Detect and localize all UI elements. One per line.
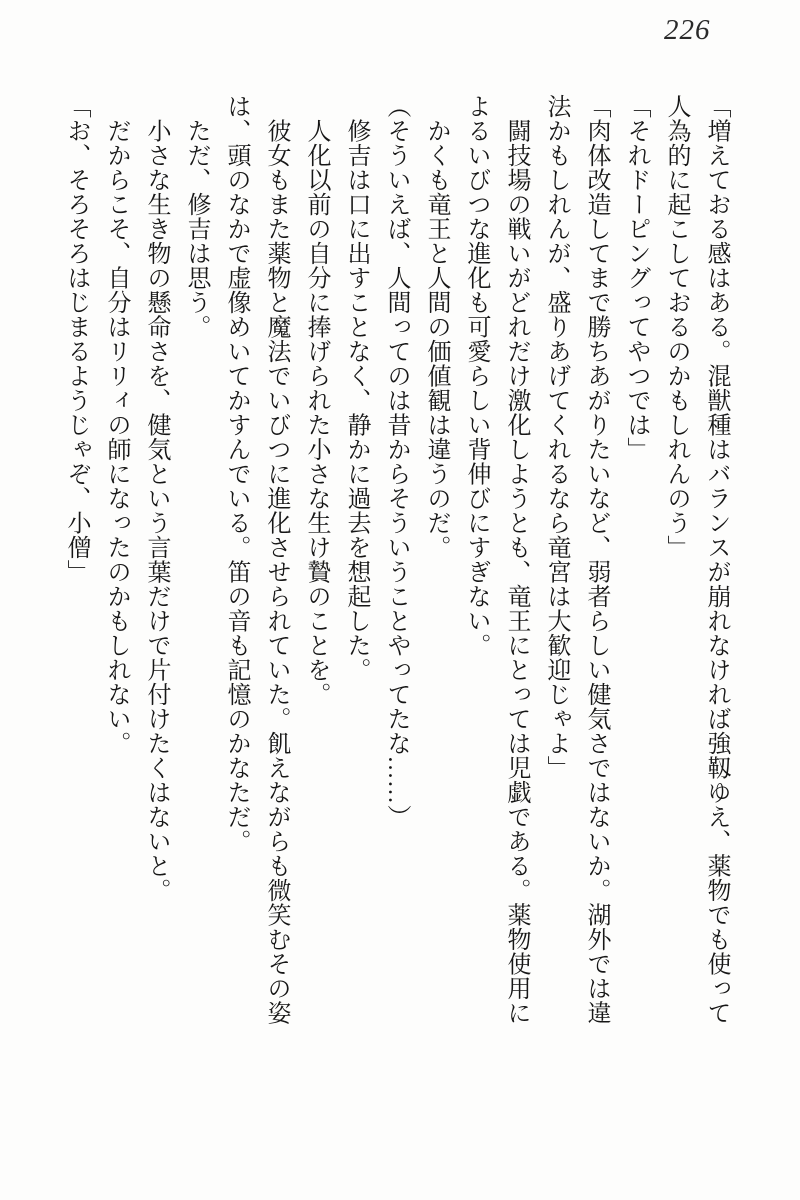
text-line: 闘技場の戦いがどれだけ激化しようとも、竜王にとっては児戯である。薬物使用に: [503, 94, 529, 1025]
text-line: 小さな生き物の懸命さを、健気という言葉だけで片付けたくはないと。: [143, 94, 169, 903]
text-line: 「お、そろそろはじまるようじゃぞ、小僧」: [63, 94, 89, 584]
text-line: は、頭のなかで虚像めいてかすんでいる。笛の音も記憶のかなただ。: [223, 94, 249, 854]
text-line: よるいびつな進化も可愛らしい背伸びにすぎない。: [463, 94, 489, 658]
text-line: 彼女もまた薬物と魔法でいびつに進化させられていた。飢えながらも微笑むその姿: [263, 94, 289, 1025]
text-line: ただ、修吉は思う。: [183, 94, 209, 339]
text-line: かくも竜王と人間の価値観は違うのだ。: [423, 94, 449, 560]
body-text: [54, 94, 736, 1134]
text-line: だからこそ、自分はリリィの師になったのかもしれない。: [103, 94, 129, 756]
text-line: 「肉体改造してまで勝ちあがりたいなど、弱者らしい健気さではないか。湖外では違: [583, 94, 609, 1025]
page-number: 226: [664, 14, 711, 46]
text-line: 人化以前の自分に捧げられた小さな生け贄のことを。: [303, 94, 329, 707]
text-line: 修吉は口に出すことなく、静かに過去を想起した。: [343, 94, 369, 682]
text-line: （そういえば、人間ってのは昔からそういうことやってたな……）: [383, 94, 409, 829]
text-line: 人為的に起こしておるのかもしれんのう」: [663, 94, 689, 560]
text-line: 「増えておる感はある。混獣種はバランスが崩れなければ強靱ゆえ、薬物でも使って: [703, 94, 729, 1025]
text-line: 「それドーピングってやつでは」: [623, 94, 649, 462]
text-line: 法かもしれんが、盛りあげてくれるなら竜宮は大歓迎じゃよ」: [543, 94, 569, 780]
